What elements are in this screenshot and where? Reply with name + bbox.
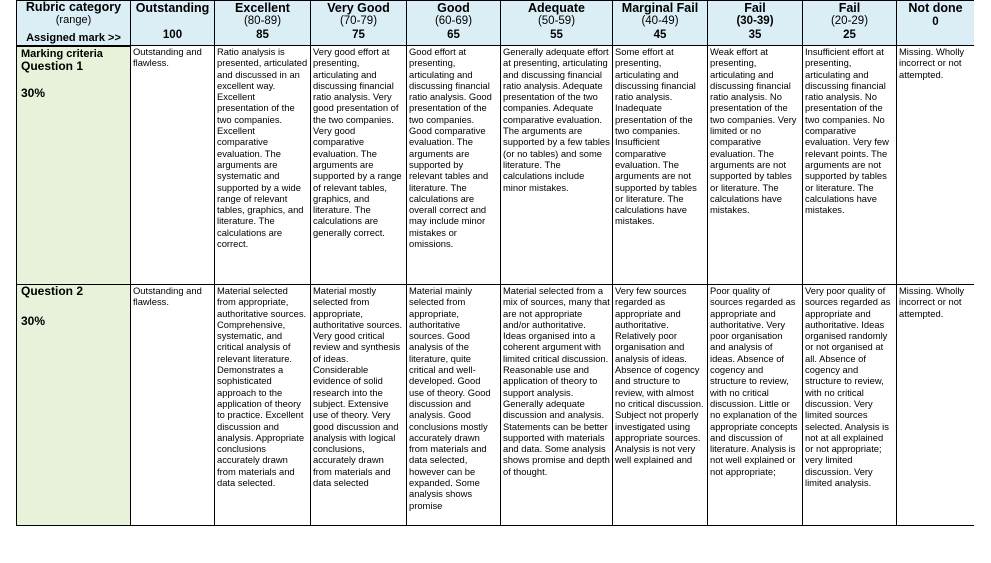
category-mark: 75 [352, 29, 365, 41]
category-name: Not done [908, 1, 963, 15]
category-name: Good [437, 1, 470, 15]
descriptor-cell: Good effort at presenting, articulating and discussing financial ratio analysis. Good presentation of the two companies. Good comparative evaluation. The arguments are supported by relevant tables and literature. The calculations are overall correct and may include minor mistakes or omissions. [407, 46, 501, 285]
question-1-row [17, 46, 975, 285]
descriptor-cell: Ratio analysis is presented, articulated and discussed in an excellent way. Excellent presentation of the two companies. Excellent comparative evaluation. The arguments are systematic and supported by a wide range of relevant tables, graphics, and literature. The calculations are correct. [215, 46, 311, 285]
range-label: (range) [55, 14, 92, 26]
descriptor-cell: Missing. Wholly incorrect or not attempted. [897, 46, 975, 285]
header-col-outstanding [131, 1, 215, 46]
category-name: Very Good [327, 1, 390, 15]
descriptor-cell: Outstanding and flawless. [131, 46, 215, 285]
category-mark: 0 [932, 16, 939, 28]
descriptor-cell: Very poor quality of sources regarded as appropriate and authoritative. Ideas organised randomly or not organised at all. Absence of cogency and structure to review, with no critical discussion. Very limited sources selected. Analysis is not at all explained or not appropriate; very limited discussion. Very limited analysis. [803, 285, 897, 526]
header-col-adequate [501, 1, 613, 46]
header-row [17, 1, 975, 46]
category-mark: 25 [843, 29, 856, 41]
question-weight: 30% [21, 86, 46, 100]
descriptor-cell: Insufficient effort at presenting, articulating and discussing financial ratio analysis. No presentation of the two companies. No comparative evaluation. Very few relevant points. The arguments are not supported by tables or literature. The calculations have mistakes. [803, 46, 897, 285]
assigned-mark-label: Assigned mark >> [26, 32, 121, 44]
question-2-cell [17, 285, 131, 526]
header-rubric-category [17, 1, 131, 46]
descriptor-cell: Outstanding and flawless. [131, 285, 215, 526]
category-name: Fail [744, 1, 766, 15]
category-mark: 65 [447, 29, 460, 41]
category-name: Outstanding [135, 1, 210, 15]
category-range: (40-49) [641, 15, 679, 27]
descriptor-cell: Some effort at presenting, articulating and discussing financial ratio analysis. Inadequate presentation of the two companies. Insufficient comparative evaluation. The arguments are not supported by tables or literature. The calculations have mistakes. [613, 46, 708, 285]
marking-criteria-label: Marking criteria [17, 46, 130, 60]
descriptor-cell: Material mostly selected from appropriate, authoritative sources. Very good critical review and synthesis of ideas. Considerable evidence of solid research into the subject. Extensive use of theory. Very good discussion and analysis with logical conclusions, accurately drawn from materials and data selected [311, 285, 407, 526]
question-2-row [17, 285, 975, 526]
category-range [133, 15, 212, 28]
descriptor-cell: Generally adequate effort at presenting, articulating and discussing financial ratio analysis. Adequate presentation of the two companies. Adequate comparative evaluation. The arguments are supported by a few tables (or no tables) and some literature. The calculations include minor mistakes. [501, 46, 613, 285]
descriptor-cell: Very few sources regarded as appropriate and authoritative. Relatively poor organisation and analysis of ideas. Absence of cogency and structure to review, with almost no critical discussion. Subject not properly investigated using appropriate sources. Analysis is not very well explained and [613, 285, 708, 526]
header-col-very-good [311, 1, 407, 46]
category-range: (60-69) [434, 15, 473, 27]
category-range: (50-59) [537, 15, 576, 27]
category-range: (80-89) [243, 15, 282, 27]
category-range: (20-29) [830, 15, 869, 27]
descriptor-cell: Very good effort at presenting, articulating and discussing financial ratio analysis. Very good presentation of the two companies. Very good comparative evaluation. The arguments are supported by a range of relevant tables, graphics, and literature. The calculations are generally correct. [311, 46, 407, 285]
header-col-marginal-fail [613, 1, 708, 46]
header-col-fail-20-29 [803, 1, 897, 46]
descriptor-cell: Poor quality of sources regarded as appropriate and authoritative. Very poor organisation and analysis of ideas. Absence of cogency and structure to review, with no critical discussion. Little or no explanation of the appropriate concepts and discussion of literature. Analysis is not well explained or not appropriate; [708, 285, 803, 526]
category-mark: 35 [748, 29, 762, 41]
descriptor-cell: Missing. Wholly incorrect or not attempted. [897, 285, 975, 526]
category-name: Excellent [235, 1, 290, 15]
category-name: Adequate [528, 1, 585, 15]
header-col-fail-30-39 [708, 1, 803, 46]
category-mark: 45 [653, 29, 667, 41]
header-col-not-done [897, 1, 975, 46]
header-col-excellent [215, 1, 311, 46]
descriptor-cell: Material selected from appropriate, authoritative sources. Comprehensive, systematic, and critical analysis of relevant literature. Demonstrates a sophisticated approach to the application of theory to practice. Excellent discussion and analysis. Appropriate conclusions accurately drawn from materials and data selected. [215, 285, 311, 526]
category-name: Marginal Fail [621, 1, 699, 15]
category-mark: 55 [550, 29, 563, 41]
category-range: (30-39) [736, 15, 774, 27]
descriptor-cell: Weak effort at presenting, articulating and discussing financial ratio analysis. No presentation of the two companies. Very limited or no comparative evaluation. The arguments are not supported by tables or literature. The calculations have mistakes. [708, 46, 803, 285]
rubric-table [16, 0, 974, 526]
category-range: (70-79) [339, 15, 378, 27]
category-name: Fail [838, 1, 861, 15]
question-title: Question 1 [21, 59, 84, 73]
descriptor-cell: Material selected from a mix of sources, many that are not appropriate and/or authoritative. Ideas organised into a coherent argument with limited critical discussion. Reasonable use and application of theory to support analysis. Generally adequate discussion and analysis. Statements can be better supported with materials and data. Some analysis shows promise and depth of thought. [501, 285, 613, 526]
question-weight: 30% [21, 314, 46, 328]
category-mark: 100 [162, 29, 183, 41]
rubric-category-label: Rubric category [25, 0, 122, 14]
question-1-cell [17, 46, 131, 285]
category-mark: 85 [256, 29, 269, 41]
rubric-table-container [16, 0, 974, 546]
header-col-good [407, 1, 501, 46]
descriptor-cell: Material mainly selected from appropriate, authoritative sources. Good analysis of the literature, quite critical and well-developed. Good use of theory. Good discussion and analysis. Good conclusions mostly accurately drawn from materials and data selected, however can be expanded. Some analysis shows promise [407, 285, 501, 526]
question-title: Question 2 [21, 284, 84, 298]
